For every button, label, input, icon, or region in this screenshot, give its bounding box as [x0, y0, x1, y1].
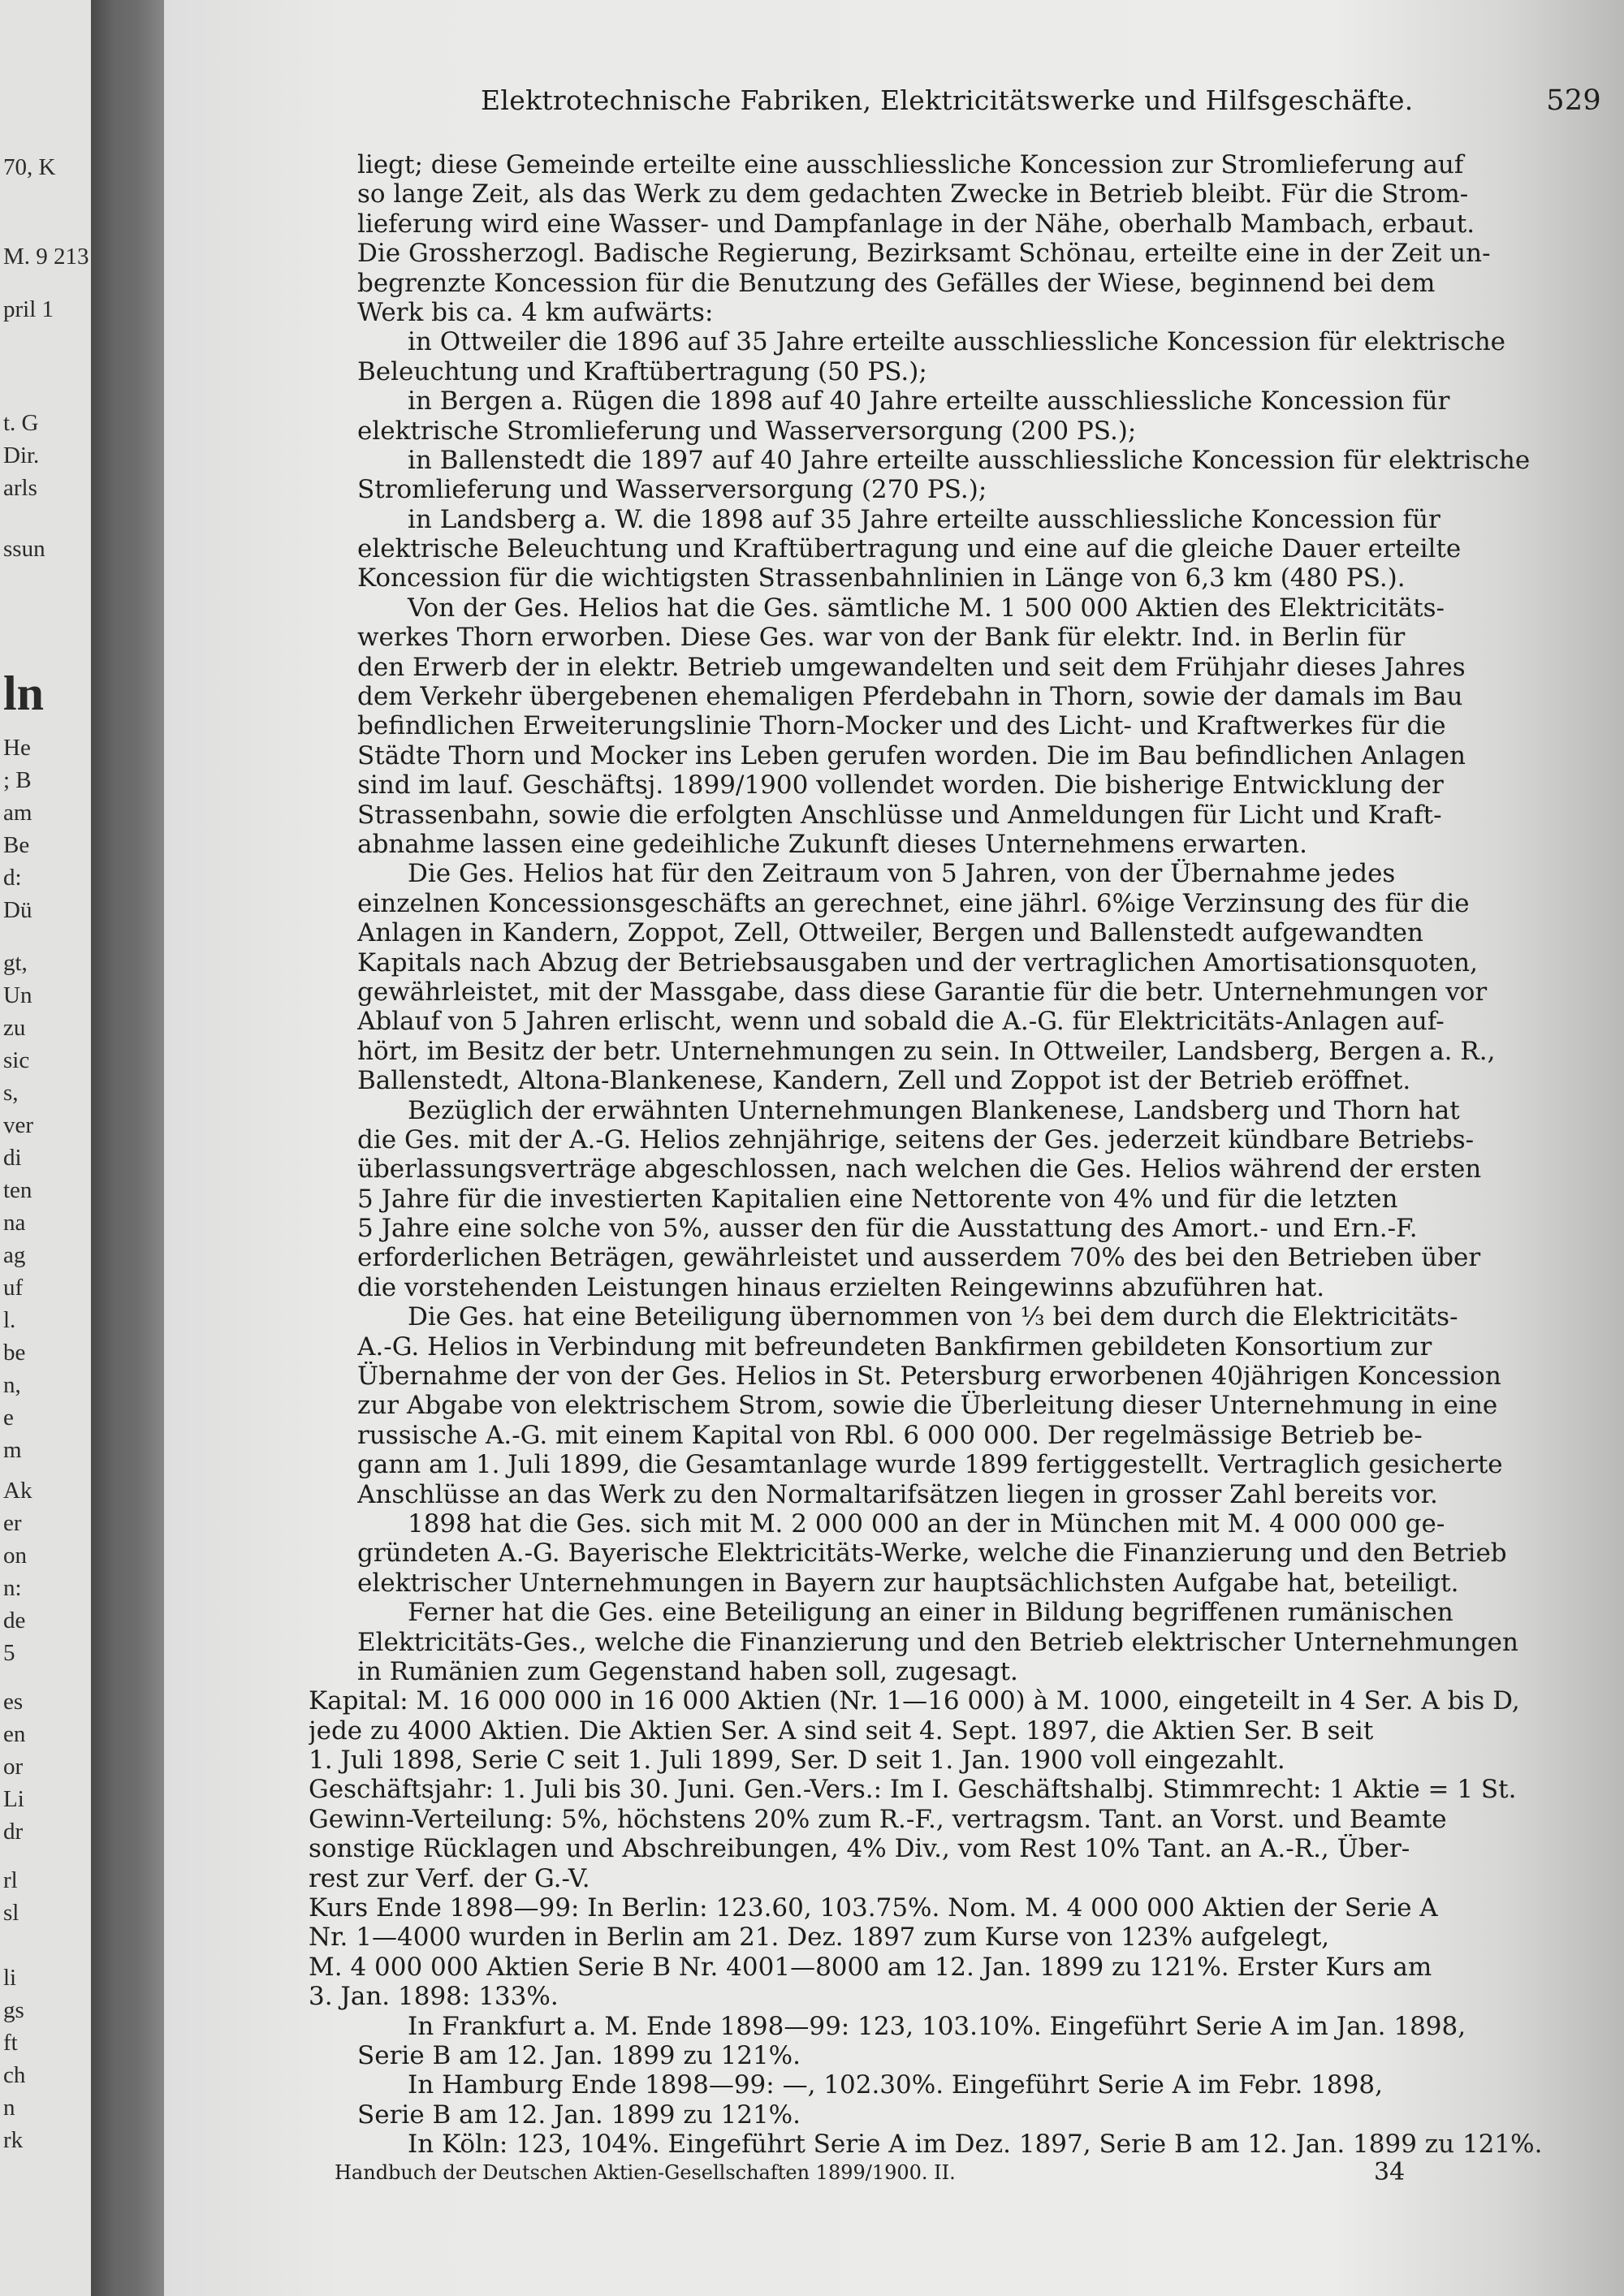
text-line: in Ottweiler die 1896 auf 35 Jahre erteilte ausschliessliche Koncession für elektrische: [408, 327, 1506, 357]
left-margin-fragment: ag: [3, 1242, 26, 1268]
text-line: Gewinn-Verteilung: 5%, höchstens 20% zum R.-F., vertragsm. Tant. an Vorst. und Beamte: [309, 1804, 1447, 1834]
text-line: Koncession für die wichtigsten Strassenbahnlinien in Länge von 6,3 km (480 PS.).: [357, 563, 1406, 593]
left-margin-fragment: li: [3, 1965, 17, 1991]
text-line: In Frankfurt a. M. Ende 1898—99: 123, 103.10%. Eingeführt Serie A im Jan. 1898,: [408, 2011, 1466, 2041]
text-line: abnahme lassen eine gedeihliche Zukunft dieses Unternehmens erwarten.: [357, 829, 1307, 859]
left-margin-fragment: di: [3, 1145, 22, 1171]
left-margin-fragment: es: [3, 1689, 24, 1715]
text-line: rest zur Verf. der G.-V.: [309, 1863, 590, 1893]
text-line: Kurs Ende 1898—99: In Berlin: 123.60, 103.75%. Nom. M. 4 000 000 Aktien der Serie A: [309, 1893, 1438, 1923]
left-margin-fragment: s,: [3, 1080, 19, 1106]
text-line: werkes Thorn erworben. Diese Ges. war von der Bank für elektr. Ind. in Berlin für: [357, 623, 1406, 653]
left-margin-fragment: er: [3, 1510, 22, 1536]
text-line: Kapitals nach Abzug der Betriebsausgaben und der vertraglichen Amortisationsquoten,: [357, 947, 1478, 978]
left-margin-fragment: rl: [3, 1867, 18, 1893]
left-margin-fragment: en: [3, 1721, 26, 1747]
book-gutter: [91, 0, 169, 2296]
text-line: liegt; diese Gemeinde erteilte eine ausschliessliche Koncession zur Stromlieferung auf: [357, 150, 1464, 179]
text-line: den Erwerb der in elektr. Betrieb umgewandelten und seit dem Frühjahr dieses Jahres: [357, 652, 1466, 682]
left-margin-fragment: sic: [3, 1047, 30, 1073]
text-line: Die Ges. hat eine Beteiligung übernommen von ⅓ bei dem durch die Elektricitäts-: [408, 1302, 1458, 1332]
text-line: Kapital: M. 16 000 000 in 16 000 Aktien (Nr. 1—16 000) à M. 1000, eingeteilt in 4 Ser. A bis D,: [309, 1686, 1520, 1716]
text-line: Strassenbahn, sowie die erfolgten Anschlüsse und Anmeldungen für Licht und Kraft-: [357, 800, 1442, 830]
page: [164, 0, 1624, 2296]
left-margin-fragment: dr: [3, 1819, 24, 1845]
text-line: elektrischer Unternehmungen in Bayern zur hauptsächlichsten Aufgabe hat, beteiligt.: [357, 1568, 1459, 1598]
left-margin-fragment: zu: [3, 1015, 26, 1041]
text-line: elektrische Stromlieferung und Wasserversorgung (200 PS.);: [357, 416, 1137, 446]
text-line: 5 Jahre für die investierten Kapitalien eine Nettorente von 4% und für die letzten: [357, 1184, 1398, 1214]
left-page-fragment: [0, 0, 99, 2296]
left-margin-fragment: or: [3, 1754, 24, 1780]
text-line: in Bergen a. Rügen die 1898 auf 40 Jahre erteilte ausschliessliche Koncession für: [408, 386, 1450, 416]
text-line: 5 Jahre eine solche von 5%, ausser den für die Ausstattung des Amort.- und Ern.-F.: [357, 1214, 1418, 1244]
text-line: Serie B am 12. Jan. 1899 zu 121%.: [357, 2100, 801, 2130]
text-line: 3. Jan. 1898: 133%.: [309, 1982, 559, 2012]
text-line: einzelnen Koncessionsgeschäfts an gerechnet, eine jährl. 6%ige Verzinsung des für die: [357, 888, 1470, 918]
text-line: Serie B am 12. Jan. 1899 zu 121%.: [357, 2041, 801, 2070]
text-line: 1. Juli 1898, Serie C seit 1. Juli 1899, Ser. D seit 1. Jan. 1900 voll eingezahlt.: [309, 1746, 1285, 1776]
left-margin-fragment: ver: [3, 1112, 34, 1138]
left-margin-fragment: gs: [3, 1997, 24, 2023]
text-line: Übernahme der von der Ges. Helios in St. Petersburg erworbenen 40jährigen Koncession: [357, 1362, 1501, 1392]
left-margin-fragment: He: [3, 735, 31, 761]
text-line: in Ballenstedt die 1897 auf 40 Jahre erteilte ausschliessliche Koncession für elektrische: [408, 445, 1531, 475]
text-line: M. 4 000 000 Aktien Serie B Nr. 4001—8000 am 12. Jan. 1899 zu 121%. Erster Kurs am: [309, 1952, 1432, 1982]
left-margin-fragment: de: [3, 1608, 26, 1634]
left-margin-fragment: ft: [3, 2030, 18, 2056]
text-line: gann am 1. Juli 1899, die Gesamtanlage wurde 1899 fertiggestellt. Vertraglich gesicherte: [357, 1450, 1503, 1480]
left-margin-fragment: ssun: [3, 536, 45, 562]
text-line: Die Grossherzogl. Badische Regierung, Bezirksamt Schönau, erteilte eine in der Zeit un-: [357, 239, 1491, 269]
text-line: überlassungsverträge abgeschlossen, nach welchen die Ges. Helios während der ersten: [357, 1154, 1482, 1185]
left-margin-fragment: gt,: [3, 950, 28, 976]
left-margin-fragment: on: [3, 1543, 27, 1569]
text-line: Städte Thorn und Mocker ins Leben gerufen worden. Die im Bau befindlichen Anlagen: [357, 740, 1466, 770]
left-margin-fragment: arls: [3, 475, 37, 501]
left-margin-fragment: l.: [3, 1307, 16, 1333]
left-margin-fragment: d:: [3, 865, 22, 891]
left-margin-fragment: Un: [3, 982, 32, 1008]
text-line: Von der Ges. Helios hat die Ges. sämtliche M. 1 500 000 Aktien des Elektricitäts-: [408, 593, 1445, 623]
left-margin-fragment: Dir.: [3, 442, 40, 468]
text-line: Elektricitäts-Ges., welche die Finanzierung und den Betrieb elektrischer Unternehmungen: [357, 1627, 1518, 1657]
left-margin-fragment: ch: [3, 2062, 26, 2088]
text-line: in Landsberg a. W. die 1898 auf 35 Jahre erteilte ausschliessliche Koncession für: [408, 504, 1440, 534]
text-line: russische A.-G. mit einem Kapital von Rbl. 6 000 000. Der regelmässige Betrieb be-: [357, 1420, 1423, 1450]
left-margin-fragment: n:: [3, 1575, 22, 1601]
text-line: so lange Zeit, als das Werk zu dem gedachten Zwecke in Betrieb bleibt. Für die Strom-: [357, 179, 1469, 209]
footer-source: Handbuch der Deutschen Aktien-Gesellschaften 1899/1900. II.: [335, 2161, 956, 2184]
left-margin-fragment: e: [3, 1405, 14, 1431]
text-line: Nr. 1—4000 wurden in Berlin am 21. Dez. 1897 zum Kurse von 123% aufgelegt,: [309, 1923, 1330, 1953]
left-margin-fragment: 70, K: [3, 154, 56, 180]
text-line: in Rumänien zum Gegenstand haben soll, zugesagt.: [357, 1656, 1018, 1686]
text-line: Bezüglich der erwähnten Unternehmungen Blankenese, Landsberg und Thorn hat: [408, 1095, 1460, 1125]
left-margin-fragment: Be: [3, 832, 30, 858]
left-margin-fragment: ln: [3, 667, 45, 720]
left-margin-fragment: be: [3, 1340, 26, 1366]
text-line: hört, im Besitz der betr. Unternehmungen zu sein. In Ottweiler, Landsberg, Bergen a. R.,: [357, 1036, 1496, 1066]
text-line: sind im lauf. Geschäftsj. 1899/1900 vollendet worden. Die bisherige Entwicklung der: [357, 770, 1444, 801]
text-line: Ferner hat die Ges. eine Beteiligung an einer in Bildung begriffenen rumänischen: [408, 1598, 1453, 1628]
text-line: sonstige Rücklagen und Abschreibungen, 4% Div., vom Rest 10% Tant. an A.-R., Über-: [309, 1834, 1410, 1864]
text-line: Geschäftsjahr: 1. Juli bis 30. Juni. Gen.-Vers.: Im I. Geschäftshalbj. Stimmrecht: 1 Aktie = 1 St.: [309, 1775, 1517, 1805]
text-line: In Köln: 123, 104%. Eingeführt Serie A im Dez. 1897, Serie B am 12. Jan. 1899 zu 121%.: [408, 2130, 1543, 2160]
text-line: Anlagen in Kandern, Zoppot, Zell, Ottweiler, Bergen und Ballenstedt aufgewandten: [357, 918, 1423, 948]
text-line: Stromlieferung und Wasserversorgung (270 PS.);: [357, 475, 987, 505]
text-line: gewährleistet, mit der Massgabe, dass diese Garantie für die betr. Unternehmungen vor: [357, 977, 1488, 1007]
left-margin-fragment: uf: [3, 1275, 24, 1301]
text-line: die vorstehenden Leistungen hinaus erzielten Reingewinns abzuführen hat.: [357, 1272, 1325, 1302]
text-line: begrenzte Koncession für die Benutzung des Gefälles der Wiese, beginnend bei dem: [357, 268, 1436, 298]
left-margin-fragment: m: [3, 1437, 22, 1463]
left-margin-fragment: Ak: [3, 1478, 32, 1504]
text-line: Die Ges. Helios hat für den Zeitraum von 5 Jahren, von der Übernahme jedes: [408, 859, 1396, 889]
text-line: zur Abgabe von elektrischem Strom, sowie die Überleitung dieser Unternehmung in eine: [357, 1391, 1498, 1421]
text-line: erforderlichen Beträgen, gewährleistet und ausserdem 70% des bei den Betrieben über: [357, 1243, 1481, 1273]
page-number: 529: [1546, 84, 1601, 117]
page-title: Elektrotechnische Fabriken, Elektricitätswerke und Hilfsgeschäfte.: [481, 84, 1414, 116]
text-line: die Ges. mit der A.-G. Helios zehnjährige, seitens der Ges. jederzeit kündbare Betriebs-: [357, 1124, 1475, 1154]
text-line: 1898 hat die Ges. sich mit M. 2 000 000 an der in München mit M. 4 000 000 ge-: [408, 1508, 1445, 1539]
text-line: Anschlüsse an das Werk zu den Normaltarifsätzen liegen in grosser Zahl bereits vor.: [357, 1479, 1438, 1509]
left-margin-fragment: n,: [3, 1372, 21, 1398]
left-margin-fragment: n: [3, 2095, 15, 2121]
text-line: jede zu 4000 Aktien. Die Aktien Ser. A sind seit 4. Sept. 1897, die Aktien Ser. B seit: [309, 1716, 1374, 1746]
text-line: elektrische Beleuchtung und Kraftübertragung und eine auf die gleiche Dauer erteilte: [357, 534, 1462, 564]
left-margin-fragment: na: [3, 1210, 26, 1236]
text-line: dem Verkehr übergebenen ehemaligen Pferdebahn in Thorn, sowie der damals im Bau: [357, 682, 1463, 712]
signature-mark: 34: [1374, 2158, 1406, 2186]
left-margin-fragment: t. G: [3, 410, 39, 436]
left-margin-fragment: pril 1: [3, 296, 54, 322]
left-margin-fragment: ; B: [3, 767, 32, 793]
text-line: Werk bis ca. 4 km aufwärts:: [357, 297, 714, 327]
left-margin-fragment: Li: [3, 1786, 24, 1812]
text-line: Ablauf von 5 Jahren erlischt, wenn und sobald die A.-G. für Elektricitäts-Anlagen auf-: [357, 1007, 1445, 1037]
page-footer: [335, 2158, 1406, 2186]
left-margin-fragment: 5: [3, 1640, 15, 1666]
text-line: Ballenstedt, Altona-Blankenese, Kandern, Zell und Zoppot ist der Betrieb eröffnet.: [357, 1066, 1411, 1096]
body-text: [309, 150, 1592, 2160]
left-margin-fragment: Dü: [3, 897, 32, 923]
left-margin-fragment: ten: [3, 1177, 32, 1203]
text-line: befindlichen Erweiterungslinie Thorn-Mocker und des Licht- und Kraftwerkes für die: [357, 711, 1446, 741]
left-margin-fragment: M. 9 213: [3, 244, 89, 270]
left-margin-fragment: am: [3, 800, 32, 826]
text-line: In Hamburg Ende 1898—99: —, 102.30%. Eingeführt Serie A im Febr. 1898,: [408, 2070, 1383, 2100]
text-line: lieferung wird eine Wasser- und Dampfanlage in der Nähe, oberhalb Mambach, erbaut.: [357, 209, 1475, 239]
text-line: Beleuchtung und Kraftübertragung (50 PS.);: [357, 356, 927, 386]
text-line: A.-G. Helios in Verbindung mit befreundeten Bankfirmen gebildeten Konsortium zur: [357, 1331, 1432, 1362]
left-margin-fragment: sl: [3, 1900, 19, 1926]
text-line: gründeten A.-G. Bayerische Elektricitäts-Werke, welche die Finanzierung und den Betrieb: [357, 1539, 1507, 1569]
left-margin-fragment: rk: [3, 2127, 24, 2153]
